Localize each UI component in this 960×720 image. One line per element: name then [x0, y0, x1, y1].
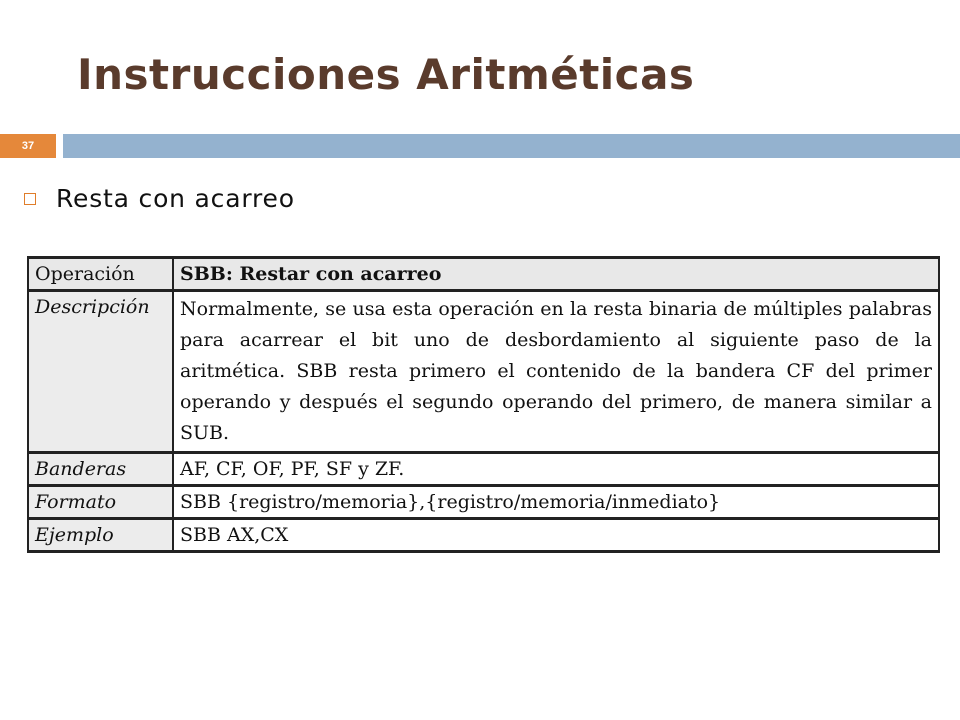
- row-label: Ejemplo: [28, 519, 173, 552]
- header-bar: [63, 134, 960, 158]
- row-label: Operación: [28, 258, 173, 291]
- table-row-formato: [28, 486, 939, 519]
- slide-title: Instrucciones Aritméticas: [77, 50, 695, 99]
- row-value: SBB: Restar con acarreo: [173, 258, 939, 291]
- row-value: SBB AX,CX: [173, 519, 939, 552]
- row-value: AF, CF, OF, PF, SF y ZF.: [173, 453, 939, 486]
- slide-number-badge: 37: [0, 134, 56, 158]
- table-row-ejemplo: [28, 519, 939, 552]
- row-value: SBB {registro/memoria},{registro/memoria/inmediato}: [173, 486, 939, 519]
- table-row-operacion: [28, 258, 939, 291]
- instruction-table: [27, 256, 940, 553]
- table-row-banderas: [28, 453, 939, 486]
- row-label: Descripción: [28, 291, 173, 453]
- row-label: Banderas: [28, 453, 173, 486]
- row-label: Formato: [28, 486, 173, 519]
- bullet-item: [24, 184, 295, 213]
- square-bullet-icon: [24, 193, 36, 205]
- table-row-descripcion: [28, 291, 939, 453]
- bullet-text: Resta con acarreo: [56, 184, 295, 213]
- row-value: Normalmente, se usa esta operación en la resta binaria de múltiples palabras para acarrear el bit uno de desbordamiento al siguiente paso de la aritmética. SBB resta primero el contenido de la bandera CF del primer operando y después el segundo operando del primero, de manera similar a SUB.: [173, 291, 939, 453]
- instruction-table-image: [27, 256, 940, 546]
